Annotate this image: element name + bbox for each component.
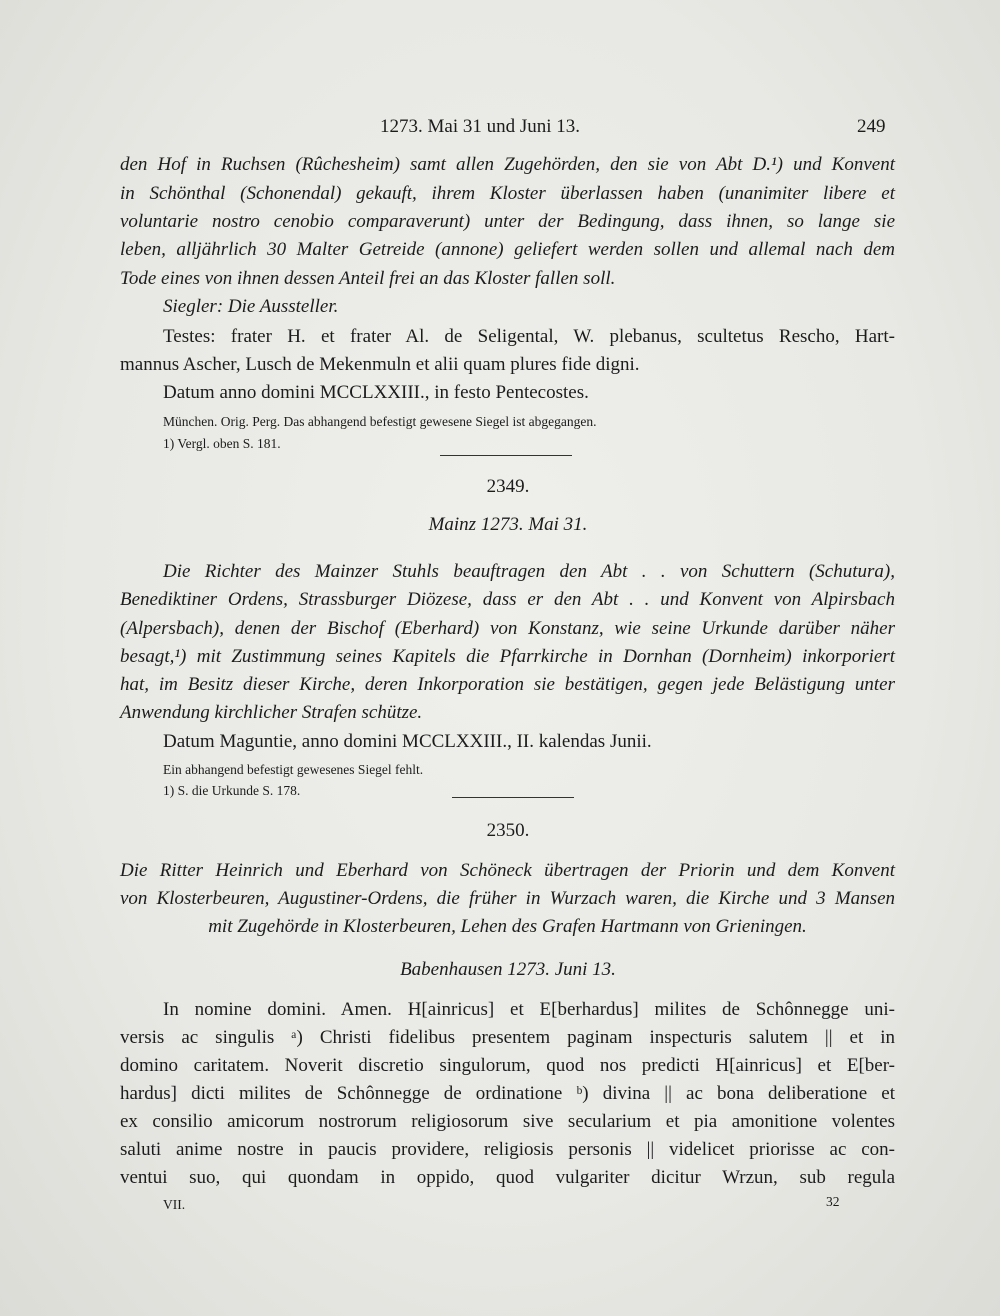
doc-2349-number: 2349. — [486, 476, 530, 497]
doc-2349-source: Ein abhangend befestigt gewesenes Siegel fehlt. — [163, 762, 424, 777]
doc-2348-siegler: Siegler: Die Aussteller. — [163, 296, 339, 317]
doc-2348-footnote: 1) Vergl. oben S. 181. — [163, 436, 281, 451]
doc-2348-testes-1: Testes: frater H. et frater Al. de Seligental, W. plebanus, scultetus Rescho, Hart- — [163, 326, 895, 347]
doc-2349-line-2: Benediktiner Ordens, Strassburger Diözese, dass er den Abt . . und Konvent von Alpirsbach — [120, 589, 895, 610]
doc-2348-testes-2: mannus Ascher, Lusch de Mekenmuln et alii quam plures fide digni. — [120, 354, 640, 375]
doc-2348-line-3: voluntarie nostro cenobio comparaverunt) unter der Bedingung, dass ihnen, so lange sie — [120, 211, 895, 232]
doc-2348-line-4: leben, alljährlich 30 Malter Getreide (annone) geliefert werden sollen und allemal nach dem — [120, 239, 895, 260]
running-header: 1273. Mai 31 und Juni 13. — [380, 116, 581, 137]
doc-2350-number: 2350. — [486, 820, 530, 841]
doc-2350-text-1: In nomine domini. Amen. H[ainricus] et E[berhardus] milites de Schônnegge uni- — [163, 999, 895, 1020]
doc-2349-line-3: (Alpersbach), denen der Bischof (Eberhard) von Konstanz, wie seine Urkunde darüber näher — [120, 618, 895, 639]
doc-2348-source: München. Orig. Perg. Das abhangend befestigt gewesene Siegel ist abgegangen. — [163, 414, 597, 429]
doc-2348-line-5: Tode eines von ihnen dessen Anteil frei an das Kloster fallen soll. — [120, 268, 616, 289]
doc-2350-summary-2: von Klosterbeuren, Augustiner-Ordens, die früher in Wurzach waren, die Kirche und 3 Mansen — [120, 888, 895, 909]
sheet-number: 32 — [826, 1194, 840, 1209]
page-number: 249 — [857, 116, 886, 137]
doc-2350-summary-3: mit Zugehörde in Klosterbeuren, Lehen des Grafen Hartmann von Grieningen. — [208, 916, 807, 937]
doc-2349-line-1: Die Richter des Mainzer Stuhls beauftragen den Abt . . von Schuttern (Schutura), — [163, 561, 895, 582]
doc-2349-line-4: besagt,¹) mit Zustimmung seines Kapitels die Pfarrkirche in Dornhan (Dornheim) inkorporiert — [120, 646, 895, 667]
doc-2350-text-2: versis ac singulis ᵃ) Christi fidelibus presentem paginam inspecturis salutem || et in — [120, 1027, 895, 1048]
doc-2350-summary-1: Die Ritter Heinrich und Eberhard von Schöneck übertragen der Priorin und dem Konvent — [120, 860, 895, 881]
doc-2350-text-5: ex consilio amicorum nostrorum religiosorum sive secularium et pia amonitione volentes — [120, 1111, 895, 1132]
doc-2350-text-4: hardus] dicti milites de Schônnegge de ordinatione ᵇ) divina || ac bona deliberatione et — [120, 1083, 895, 1104]
doc-2350-text-7: ventui suo, qui quondam in oppido, quod vulgariter dicitur Wrzun, sub regula — [120, 1167, 895, 1188]
doc-2350-text-3: domino caritatem. Noverit discretio singulorum, quod nos predicti H[ainricus] et E[ber- — [120, 1055, 895, 1076]
doc-2350-text-6: saluti anime nostre in paucis providere, religiosis personis || videlicet priorisse ac con- — [120, 1139, 895, 1160]
separator-rule — [440, 455, 572, 456]
doc-2349-datum: Datum Maguntie, anno domini MCCLXXIII., II. kalendas Junii. — [163, 731, 652, 752]
doc-2350-place-date: Babenhausen 1273. Juni 13. — [400, 959, 616, 980]
signature-mark: VII. — [163, 1197, 186, 1212]
separator-rule — [452, 797, 574, 798]
doc-2349-line-5: hat, im Besitz dieser Kirche, deren Inkorporation sie bestätigen, gegen jede Belästigung unter — [120, 674, 895, 695]
doc-2348-line-1: den Hof in Ruchsen (Rûchesheim) samt allen Zugehörden, den sie von Abt D.¹) und Konvent — [120, 154, 895, 175]
doc-2349-place-date: Mainz 1273. Mai 31. — [428, 514, 588, 535]
doc-2348-line-2: in Schönthal (Schonendal) gekauft, ihrem Kloster überlassen haben (unanimiter libere et — [120, 183, 895, 204]
doc-2349-footnote: 1) S. die Urkunde S. 178. — [163, 783, 301, 798]
doc-2348-datum: Datum anno domini MCCLXXIII., in festo Pentecostes. — [163, 382, 589, 403]
doc-2349-line-6: Anwendung kirchlicher Strafen schütze. — [120, 702, 423, 723]
